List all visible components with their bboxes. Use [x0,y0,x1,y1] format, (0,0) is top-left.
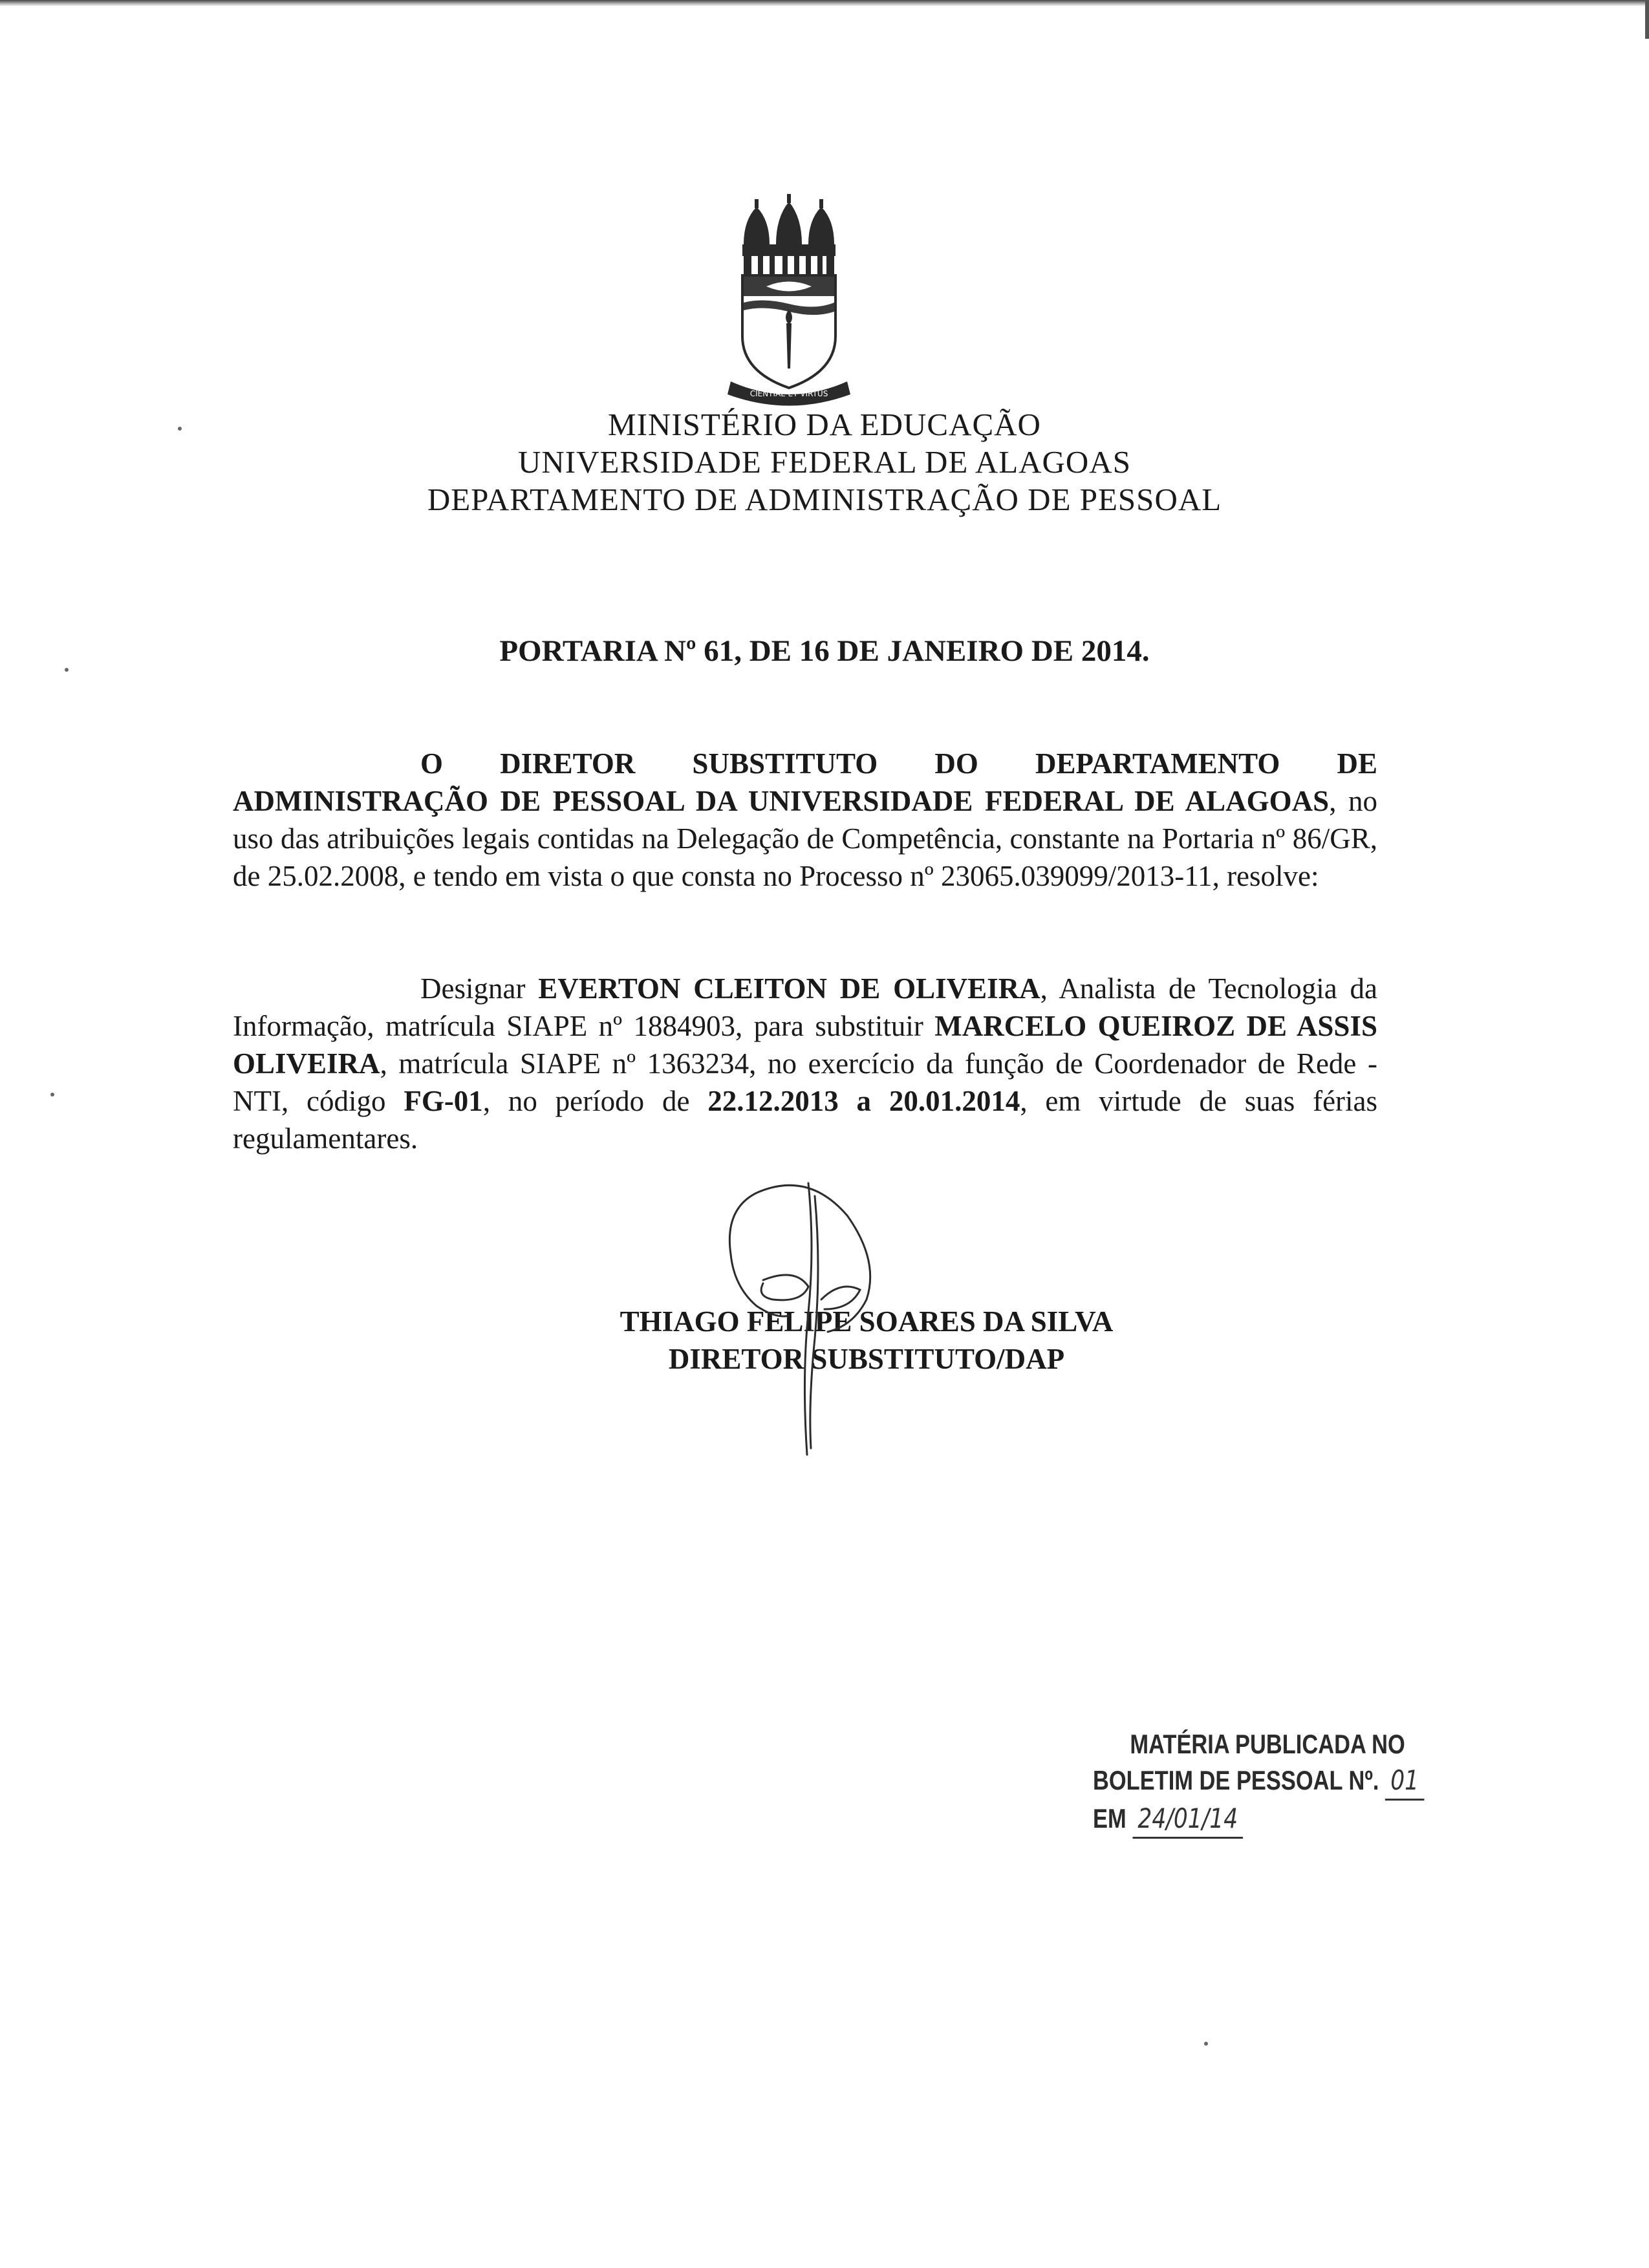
ministry-line: MINISTÉRIO DA EDUCAÇÃO [608,407,1041,442]
preamble-text: , no uso das atribuições legais contidas na Delegação de Competência, constante na Portaria nº 86/GR, de 25.02.2008, e tendo em vista o que consta no Processo nº 23065.039099/2013-11, resolve: [233,785,1378,892]
preamble-paragraph [233,745,1377,895]
resolution-text-1: Designar [420,972,539,1005]
resolution-paragraph [233,970,1377,1157]
ufal-crest-logo [724,194,854,407]
department-line: DEPARTAMENTO DE ADMINISTRAÇÃO DE PESSOAL [427,482,1222,517]
resolution-text-3: , matrícula SIAPE nº 1363234, no exercício da função de Coordenador de Rede - NTI, código [233,1047,1377,1117]
scan-speck [65,668,69,672]
scan-speck [178,427,182,431]
handwritten-signature [711,1170,905,1468]
resolution-text-5: , em virtude de suas férias regulamentares. [233,1085,1378,1155]
period: 22.12.2013 a 20.01.2014 [707,1085,1020,1117]
university-line: UNIVERSIDADE FEDERAL DE ALAGOAS [518,444,1131,480]
stamp-date-value: 24/01/14 [1132,1801,1243,1839]
scan-speck [50,1093,54,1097]
crest-ribbon-text: CIENTIAE ET VIRTUS [749,389,828,398]
signatory-role: DIRETOR SUBSTITUTO/DAP [668,1343,1065,1375]
signatory-name: THIAGO FELIPE SOARES DA SILVA [620,1305,1114,1338]
preamble-authority: O DIRETOR SUBSTITUTO DO DEPARTAMENTO DE ADMINISTRAÇÃO DE PESSOAL DA UNIVERSIDADE FEDERAL DE ALAGOAS [233,747,1377,817]
scan-edge-mark [1645,0,1649,39]
stamp-date-line [1093,1801,1390,1839]
letterhead [0,406,1649,519]
resolution-text-4: , no período de [482,1085,708,1117]
designee-name: EVERTON CLEITON DE OLIVEIRA [538,972,1040,1005]
stamp-bulletin-label: BOLETIM DE PESSOAL Nº. [1093,1765,1379,1795]
resolution-text-2: , Analista de Tecnologia da Informação, matrícula SIAPE nº 1884903, para substituir [233,972,1378,1042]
scan-edge [0,0,1649,6]
stamp-bulletin-line [1093,1762,1419,1801]
publication-stamp [1093,1726,1419,1839]
substituted-name: MARCELO QUEIROZ DE ASSIS OLIVEIRA [233,1010,1377,1080]
function-code: FG-01 [404,1085,483,1117]
stamp-date-label: EM [1093,1803,1126,1834]
document-title: PORTARIA Nº 61, DE 16 DE JANEIRO DE 2014. [499,634,1150,668]
stamp-bulletin-number: 01 [1385,1762,1424,1801]
scan-speck [1204,2042,1208,2046]
stamp-heading: MATÉRIA PUBLICADA NO [1130,1729,1405,1759]
